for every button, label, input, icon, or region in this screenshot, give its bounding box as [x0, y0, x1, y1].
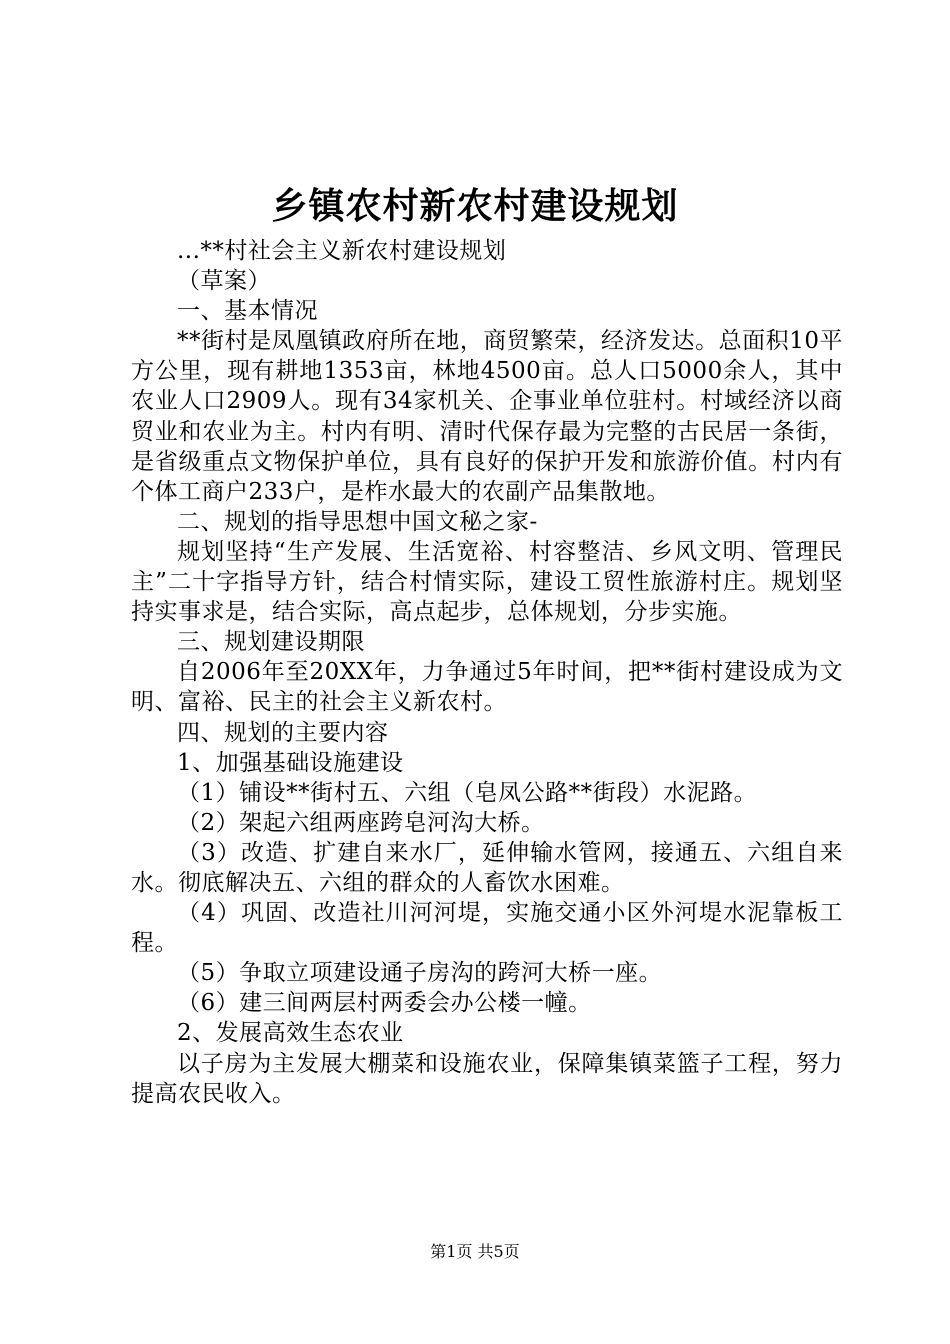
paragraph-period: 自2006年至20XX年，力争通过5年时间，把**街村建设成为文明、富裕、民主的社会主义新农村。 — [131, 659, 843, 716]
subheading-agriculture: 2、发展高效生态农业 — [177, 1020, 404, 1047]
section-heading-main-content: 四、规划的主要内容 — [177, 719, 389, 746]
document-body — [131, 236, 843, 1109]
list-item-6: （6）建三间两层村两委会办公楼一幢。 — [177, 990, 592, 1017]
list-item-3: （3）改造、扩建自来水厂，延伸输水管网，接通五、六组自来水。彻底解决五、六组的群众的人畜饮水困难。 — [131, 839, 843, 896]
paragraph-basic-situation: **街村是凤凰镇政府所在地，商贸繁荣，经济发达。总面积10平方公里，现有耕地1353亩，林地4500亩。总人口5000余人，其中农业人口2909人。现有34家机关、企事业单位驻村。村域经济以商贸业和农业为主。村内有明、清时代保存最为完整的古民居一条街，是省级重点文物保护单位，具有良好的保护开发和旅游价值。村内有个体工商户233户，是柞水最大的农副产品集散地。 — [131, 328, 843, 505]
section-heading-basic-situation: 一、基本情况 — [177, 298, 318, 325]
paragraph-guiding-idea: 规划坚持“生产发展、生活宽裕、村容整洁、乡风文明、管理民主”二十字指导方针，结合村情实际，建设工贸性旅游村庄。规划坚持实事求是，结合实际，高点起步，总体规划，分步实施。 — [131, 538, 843, 626]
section-heading-period: 三、规划建设期限 — [177, 629, 365, 656]
section-heading-guiding-idea: 二、规划的指导思想中国文秘之家- — [177, 508, 538, 535]
subheading-infrastructure: 1、加强基础设施建设 — [177, 749, 404, 776]
page-footer: 第1页 共5页 — [430, 1242, 520, 1261]
subtitle-paragraph: ...**村社会主义新农村建设规划 — [177, 238, 507, 264]
document-title: 乡镇农村新农村建设规划 — [271, 186, 679, 227]
draft-label: （草案） — [177, 268, 271, 295]
list-item-1: （1）铺设**街村五、六组（皂凤公路**街段）水泥路。 — [177, 779, 758, 806]
list-item-2: （2）架起六组两座跨皂河沟大桥。 — [177, 809, 545, 836]
list-item-5: （5）争取立项建设通子房沟的跨河大桥一座。 — [177, 960, 663, 987]
list-item-4: （4）巩固、改造社川河河堤，实施交通小区外河堤水泥靠板工程。 — [131, 900, 843, 957]
paragraph-agriculture: 以子房为主发展大棚菜和设施农业，保障集镇菜篮子工程，努力提高农民收入。 — [131, 1050, 843, 1107]
